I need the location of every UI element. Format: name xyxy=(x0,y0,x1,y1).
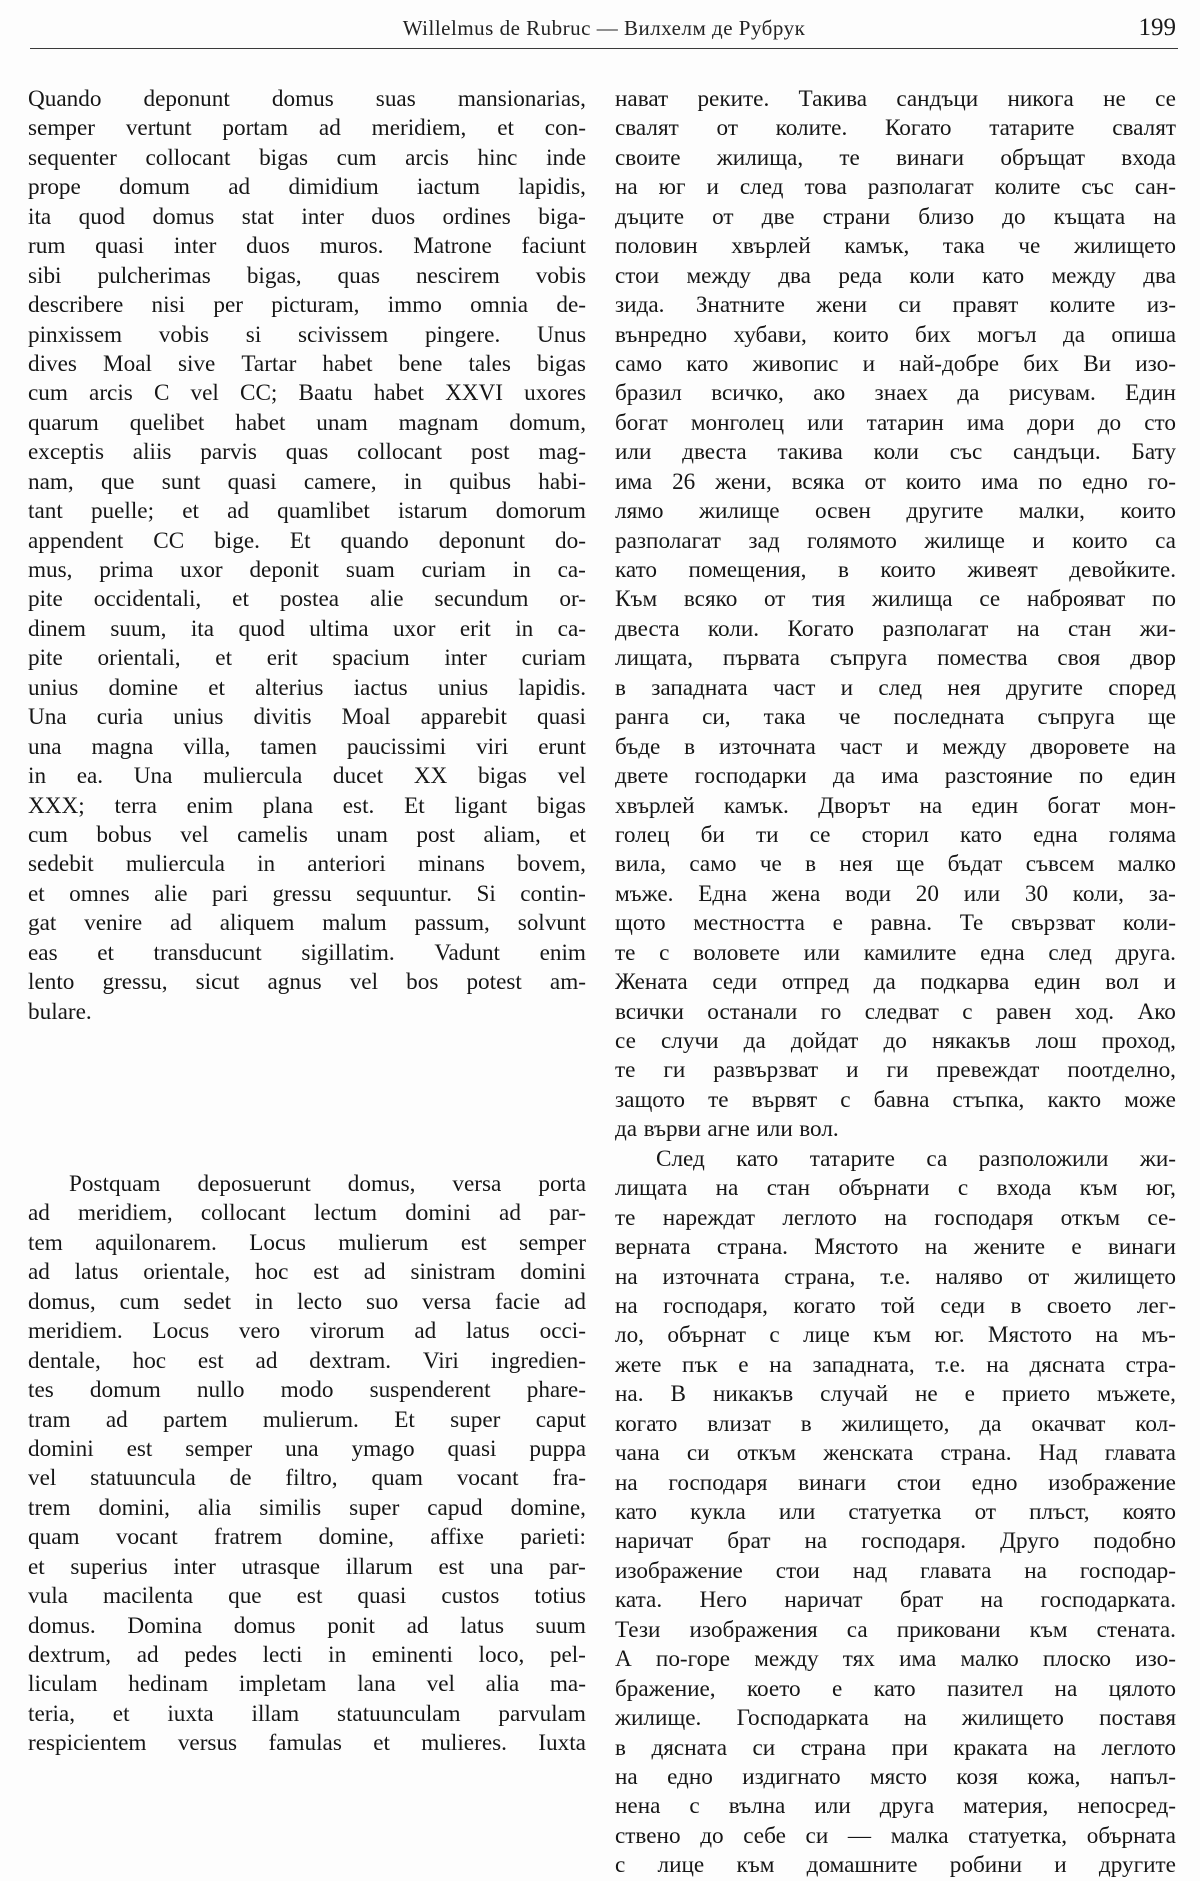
text-line: Una curia unius divitis Moal apparebit quasi xyxy=(28,704,586,731)
text-line: cum arcis C vel CC; Baatu habet XXVI uxores xyxy=(28,380,586,407)
text-line: semper vertunt portam ad meridiem, et con- xyxy=(28,115,586,142)
running-head xyxy=(30,14,1178,49)
text-line: или двеста такива коли със сандъци. Бату xyxy=(615,439,1176,466)
text-line: vula macilenta que est quasi custos totius xyxy=(28,1583,586,1610)
text-line: ранга си, така че последната съпруга ще xyxy=(615,704,1176,731)
text-line: чана си откъм женската страна. Над главата xyxy=(615,1440,1176,1467)
text-line: на източната страна, т.е. наляво от жилището xyxy=(615,1263,1176,1290)
text-line: Тези изображения са приковани към стената. xyxy=(615,1616,1176,1643)
text-line: А по-горе между тях има малко плоско изо- xyxy=(615,1646,1176,1673)
text-line: quarum quelibet habet unam magnam domum, xyxy=(28,409,586,436)
text-line: като помещения, в които живеят девойките. xyxy=(615,557,1176,583)
text-line: в западната част и след нея другите според xyxy=(615,674,1176,701)
text-line: голец би ти се сторил като една голяма xyxy=(615,821,1176,848)
text-line: стои между два реда коли като между два xyxy=(615,262,1176,289)
text-line: describere nisi per picturam, immo omnia de- xyxy=(28,292,586,319)
text-line: tram ad partem mulierum. Et super caput xyxy=(28,1406,586,1433)
text-line: trem domini, alia similis super capud domine, xyxy=(28,1494,586,1521)
text-line: Quando deponunt domus suas mansionarias, xyxy=(28,86,586,112)
text-line: dentale, hoc est ad dextram. Viri ingredien- xyxy=(28,1347,586,1374)
text-line: lento gressu, sicut agnus vel bos potest am- xyxy=(28,969,586,996)
text-line: nam, que sunt quasi camere, in quibus habi- xyxy=(28,468,586,495)
text-line: ad meridiem, collocant lectum domini ad par- xyxy=(28,1200,586,1227)
text-line: те нареждат леглото на господаря откъм се- xyxy=(615,1204,1176,1231)
text-line: с лице към домашните робини и другите xyxy=(615,1852,1176,1879)
text-line: teria, et iuxta illam statuunculam parvulam xyxy=(28,1700,586,1727)
text-line: Жената седи отпред да подкарва един вол и xyxy=(615,969,1176,996)
text-line: exceptis aliis parvis quas collocant post mag- xyxy=(28,439,586,466)
text-line: ita quod domus stat inter duos ordines biga- xyxy=(28,203,586,230)
text-line: prope domum ad dimidium iactum lapidis, xyxy=(28,174,586,201)
text-line: eas et transducunt sigillatim. Vadunt enim xyxy=(28,939,586,966)
text-line: на. В никакъв случай не е прието мъжете, xyxy=(615,1381,1176,1408)
text-line: се случи да дойдат до някакъв лош проход, xyxy=(615,1028,1176,1054)
text-line: свалят от колите. Когато татарите свалят xyxy=(615,115,1176,142)
text-line: верната страна. Мястото на жените е винаги xyxy=(615,1234,1176,1261)
text-line: мъже. Една жена води 20 или 30 коли, за- xyxy=(615,880,1176,907)
text-line: има 26 жени, всяка от които има по едно го- xyxy=(615,468,1176,495)
text-line: наричат брат на господаря. Друго подобно xyxy=(615,1528,1176,1555)
bulgarian-column xyxy=(615,85,1176,1881)
text-line: tem aquilonarem. Locus mulierum est semper xyxy=(28,1229,586,1256)
text-line: двеста коли. Когато разполагат на стан жи- xyxy=(615,615,1176,642)
text-line: pite orientali, et erit spacium inter curiam xyxy=(28,645,586,672)
text-line: бъде в източната част и между дворовете на xyxy=(615,733,1176,760)
text-line: на господаря, когато той седи в своето лег- xyxy=(615,1292,1176,1319)
text-line: ло, обърнат с лице към юг. Мястото на мъ- xyxy=(615,1322,1176,1349)
text-line: dives Moal sive Tartar habet bene tales bigas xyxy=(28,350,586,377)
text-line: След като татарите са разположили жи- xyxy=(656,1145,1176,1172)
latin-paragraph-1 xyxy=(28,85,586,1027)
bulgarian-paragraph-1 xyxy=(615,85,1176,1145)
text-line: in ea. Una muliercula ducet XX bigas vel xyxy=(28,763,586,790)
text-line: domini est semper una ymago quasi puppa xyxy=(28,1435,586,1462)
text-line: appendent CC bige. Et quando deponunt do- xyxy=(28,527,586,554)
text-line: et superius inter utrasque illarum est una par- xyxy=(28,1553,586,1580)
text-line: дъците от две страни близо до къщата на xyxy=(615,203,1176,230)
text-line: unius domine et alterius iactus unius lapidis. xyxy=(28,674,586,701)
text-line: те ги развързват и ги превеждат поотделно, xyxy=(615,1057,1176,1084)
text-line: хвърлей камък. Дворът на един богат мон- xyxy=(615,792,1176,819)
text-line: dextrum, ad pedes lecti in eminenti loco, pel- xyxy=(28,1642,586,1668)
text-line: половин хвърлей камък, така че жилището xyxy=(615,233,1176,260)
text-line: богат монголец или татарин има дори до сто xyxy=(615,409,1176,436)
text-line: двете господарки да има разстояние по един xyxy=(615,763,1176,790)
text-line: rum quasi inter duos muros. Matrone faciunt xyxy=(28,233,586,260)
text-line: защото те вървят с бавна стъпка, както може xyxy=(615,1086,1176,1113)
text-line: вила, само че в нея ще бъдат съвсем малко xyxy=(615,851,1176,878)
text-line: vel statuuncula de filtro, quam vocant fra- xyxy=(28,1465,586,1492)
running-title: Willelmus de Rubruc — Вилхелм де Рубрук xyxy=(402,16,806,40)
text-line: своите жилища, те винаги обръщат входа xyxy=(615,144,1176,171)
text-line: в дясната си страна при краката на леглото xyxy=(615,1734,1176,1761)
text-line: изображение стои над главата на господар- xyxy=(615,1557,1176,1584)
text-line: вънредно хубави, които бих могъл да опиша xyxy=(615,321,1176,348)
text-line: domus, cum sedet in lecto suo versa facie ad xyxy=(28,1288,586,1315)
text-line: mus, prima uxor deponit suam curiam in ca- xyxy=(28,557,586,583)
text-line: et omnes alie pari gressu sequuntur. Si contin- xyxy=(28,880,586,907)
text-line: когато влизат в жилището, да окачват кол- xyxy=(615,1410,1176,1437)
bulgarian-paragraph-2 xyxy=(615,1145,1176,1881)
latin-column xyxy=(28,85,586,1759)
text-line: нават реките. Такива сандъци никога не се xyxy=(615,86,1176,112)
text-line: бражение, което е като пазител на цялото xyxy=(615,1675,1176,1702)
text-line: sedebit muliercula in anteriori minans bovem, xyxy=(28,851,586,878)
page-number: 199 xyxy=(1138,14,1176,41)
text-line: tant puelle; et ad quamlibet istarum domorum xyxy=(28,498,586,525)
text-line: sequenter collocant bigas cum arcis hinc inde xyxy=(28,144,586,171)
text-line: щото местността е равна. Те свързват коли- xyxy=(615,910,1176,937)
text-line: жилище. Господарката на жилището поставя xyxy=(615,1705,1176,1732)
text-line: лищата, първата съпруга помества своя двор xyxy=(615,645,1176,672)
text-line: tes domum nullo modo suspenderent phare- xyxy=(28,1377,586,1404)
text-line: una magna villa, tamen paucissimi viri erunt xyxy=(28,733,586,760)
text-line: cum bobus vel camelis unam post aliam, et xyxy=(28,821,586,848)
text-line: Postquam deposuerunt domus, versa porta xyxy=(69,1171,586,1197)
paragraph-gap xyxy=(28,1027,586,1170)
text-line: pinxissem vobis si scivissem pingere. Unus xyxy=(28,321,586,348)
text-line: ката. Него наричат брат на господарката. xyxy=(615,1587,1176,1614)
text-line: на едно издигнато място козя кожа, напъл- xyxy=(615,1763,1176,1790)
text-line: quam vocant fratrem domine, affixe parieti: xyxy=(28,1524,586,1551)
text-line: разполагат зад голямото жилище и които са xyxy=(615,527,1176,554)
text-line: зида. Знатните жени си правят колите из- xyxy=(615,292,1176,319)
latin-paragraph-2 xyxy=(28,1170,586,1759)
text-line: liculam hedinam impletam lana vel alia ma- xyxy=(28,1671,586,1698)
text-line: на юг и след това разполагат колите със сан- xyxy=(615,174,1176,201)
text-line: лямо жилище освен другите малки, които xyxy=(615,498,1176,525)
text-line: meridiem. Locus vero virorum ad latus occi- xyxy=(28,1318,586,1345)
text-line: бразил всичко, ако знаех да рисувам. Един xyxy=(615,380,1176,407)
text-line: да върви агне или вол. xyxy=(615,1116,839,1143)
text-line: лищата на стан обърнати с входа към юг, xyxy=(615,1175,1176,1202)
text-line: bulare. xyxy=(28,998,92,1025)
text-line: XXX; terra enim plana est. Et ligant bigas xyxy=(28,792,586,819)
text-line: ad latus orientale, hoc est ad sinistram domini xyxy=(28,1259,586,1286)
text-line: Към всяко от тия жилища се наброяват по xyxy=(615,586,1176,613)
text-line: pite occidentali, et postea alie secundum or- xyxy=(28,586,586,613)
text-line: само като живопис и най-добре бих Ви изо- xyxy=(615,350,1176,377)
text-line: sibi pulcherimas bigas, quas nescirem vobis xyxy=(28,262,586,289)
text-line: жете пък е на западната, т.е. на дясната стра- xyxy=(615,1351,1176,1378)
text-line: те с воловете или камилите една след друга. xyxy=(615,939,1176,966)
text-line: domus. Domina domus ponit ad latus suum xyxy=(28,1612,586,1639)
text-line: на господаря винаги стои едно изображение xyxy=(615,1469,1176,1496)
text-line: respicientem versus famulas et mulieres. Iuxta xyxy=(28,1730,586,1757)
text-line: като кукла или статуетка от плъст, която xyxy=(615,1499,1176,1525)
text-line: ствено до себе си — малка статуетка, обърната xyxy=(615,1822,1176,1849)
text-line: всички останали го следват с равен ход. Ако xyxy=(615,998,1176,1025)
text-line: dinem suum, ita quod ultima uxor erit in ca- xyxy=(28,615,586,642)
text-line: gat venire ad aliquem malum passum, solvunt xyxy=(28,910,586,937)
text-line: нена с вълна или друга материя, непосред- xyxy=(615,1793,1176,1820)
